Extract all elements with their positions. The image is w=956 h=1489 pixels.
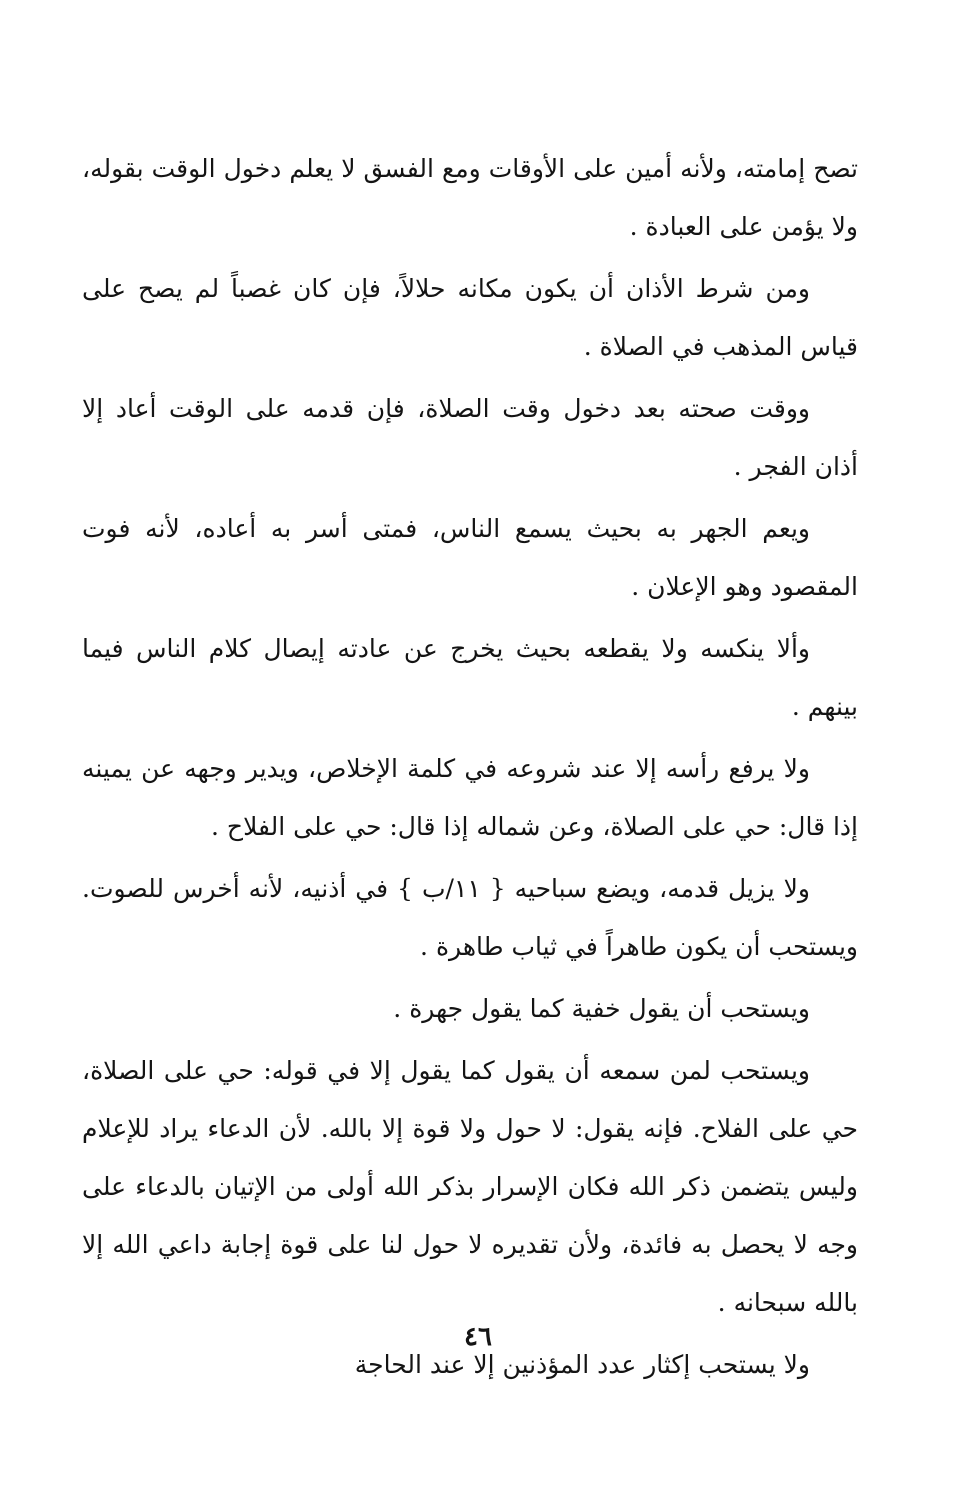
page-number: ٤٦ [464,1322,492,1352]
paragraph-2: ومن شرط الأذان أن يكون مكانه حلالاً، فإن كان غصباً لم يصح على قياس المذهب في الصلاة . [82,274,858,361]
paragraph-3: ووقت صحته بعد دخول وقت الصلاة، فإن قدمه على الوقت أعاد إلا أذان الفجر . [82,394,858,481]
paragraph-8: ويستحب أن يقول خفية كما يقول جهرة . [393,994,810,1023]
paragraph-4: ويعم الجهر به بحيث يسمع الناس، فمتى أسر به أعاده، لأنه فوت المقصود وهو الإعلان . [82,514,858,601]
paragraph-7: ولا يزيل قدمه، ويضع سباحيه { ١١/ب } في أذنيه، لأنه أخرس للصوت. ويستحب أن يكون طاهراً في ثياب طاهرة . [82,874,858,961]
paragraph-6: ولا يرفع رأسه إلا عند شروعه في كلمة الإخلاص، ويدير وجهه عن يمينه إذا قال: حي على الصلاة، وعن شماله إذا قال: حي على الفلاح . [82,754,858,841]
paragraph-1: تصح إمامته، ولأنه أمين على الأوقات ومع الفسق لا يعلم دخول الوقت بقوله، ولا يؤمن على العبادة . [82,154,858,241]
paragraph-5: وألا ينكسه ولا يقطعه بحيث يخرج عن عادته إيصال كلام الناس فيما بينهم . [82,634,858,721]
paragraph-10: ولا يستحب إكثار عدد المؤذنين إلا عند الحاجة [354,1350,810,1379]
paragraph-9: ويستحب لمن سمعه أن يقول كما يقول إلا في قوله: حي على الصلاة، حي على الفلاح. فإنه يقول: لا حول ولا قوة إلا بالله. لأن الدعاء يراد للإعلام وليس يتضمن ذكر الله فكان الإسرار بذكر الله أولى من الإتيان بالدعاء على وجه لا يحصل به فائدة، ولأن تقديره لا حول لنا على قوة إجابة داعي الله إلا بالله سبحانه . [82,1056,858,1317]
page-body [82,140,858,1398]
